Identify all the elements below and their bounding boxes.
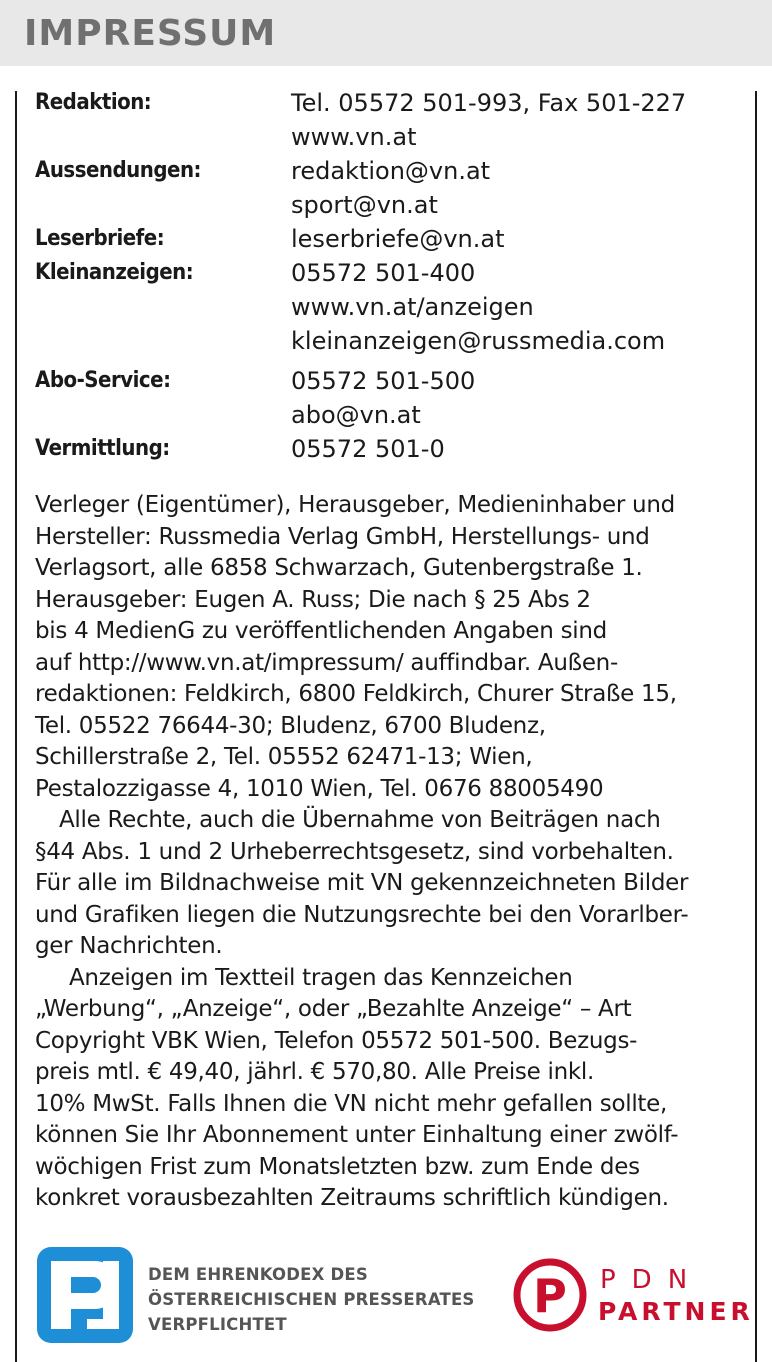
- contact-list: [35, 86, 745, 466]
- text-line: 10% MwSt. Falls Ihnen die VN nicht mehr gefallen sollte,: [35, 1090, 667, 1117]
- text-line: Hersteller: Russmedia Verlag GmbH, Herstellungs- und: [35, 523, 650, 550]
- text-line: Verlagsort, alle 6858 Schwarzach, Gutenbergstraße 1.: [35, 555, 643, 581]
- contact-email-link[interactable]: leserbriefe@vn.at: [291, 225, 505, 253]
- header-bar: [0, 0, 772, 66]
- contact-website-link[interactable]: www.vn.at: [291, 123, 417, 151]
- pdn-bottom-text: PARTNER: [598, 1297, 754, 1326]
- page-title: IMPRESSUM: [24, 13, 277, 54]
- text-line: können Sie Ihr Abonnement unter Einhaltung einer zwölf-: [35, 1122, 679, 1148]
- contact-email-link[interactable]: redaktion@vn.at: [291, 157, 491, 185]
- text-line: Pestalozzigasse 4, 1010 Wien, Tel. 0676 88005490: [35, 775, 604, 802]
- text-line: „Werbung“, „Anzeige“, oder „Bezahlte Anzeige“ – Art: [35, 996, 632, 1022]
- text-line: Alle Rechte, auch die Übernahme von Beiträgen nach: [59, 807, 661, 833]
- contact-row-aussendungen: [35, 154, 745, 222]
- contact-label: Abo-Service:: [35, 368, 171, 393]
- pdn-letter: P: [533, 1269, 567, 1323]
- presserat-line: ÖSTERREICHISCHEN PRESSERATES: [148, 1290, 475, 1309]
- contact-label: Leserbriefe:: [35, 226, 165, 251]
- text-line: redaktionen: Feldkirch, 6800 Feldkirch, Churer Straße 15,: [35, 681, 677, 707]
- contact-label: Kleinanzeigen:: [35, 260, 194, 285]
- contact-website-link[interactable]: www.vn.at/anzeigen: [291, 293, 534, 321]
- contact-row-abo-service: [35, 364, 745, 432]
- presserat-logo-icon: [37, 1247, 133, 1343]
- text-line: Copyright VBK Wien, Telefon 05572 501-500. Bezugs-: [35, 1027, 638, 1054]
- impressum-body-text: [35, 490, 747, 1215]
- presserat-line: DEM EHRENKODEX DES: [148, 1265, 368, 1284]
- contact-label: Vermittlung:: [35, 436, 170, 461]
- text-line: Schillerstraße 2, Tel. 05552 62471-13; Wien,: [35, 744, 533, 770]
- text-line: bis 4 MedienG zu veröffentlichenden Angaben sind: [35, 618, 607, 644]
- left-border-rule: [15, 91, 17, 1362]
- contact-row-redaktion: [35, 86, 745, 154]
- text-line: §44 Abs. 1 und 2 Urheberrechtsgesetz, sind vorbehalten.: [35, 838, 674, 865]
- contact-phone: Tel. 05572 501-993, Fax 501-227: [291, 89, 687, 117]
- contact-phone: 05572 501-0: [291, 435, 445, 463]
- contact-label: Aussendungen:: [35, 158, 201, 183]
- contact-label: Redaktion:: [35, 90, 152, 115]
- text-line: Tel. 05522 76644-30; Bludenz, 6700 Bludenz,: [35, 712, 546, 739]
- contact-phone: 05572 501-400: [291, 259, 476, 287]
- presserat-line: VERPFLICHTET: [148, 1315, 287, 1334]
- contact-email-link[interactable]: kleinanzeigen@russmedia.com: [291, 327, 666, 355]
- text-line: konkret vorausbezahlten Zeitraums schriftlich kündigen.: [35, 1185, 669, 1211]
- text-line: Anzeigen im Textteil tragen das Kennzeichen: [69, 964, 573, 991]
- contact-row-leserbriefe: [35, 222, 745, 256]
- contact-row-vermittlung: [35, 432, 745, 466]
- text-line: Verleger (Eigentümer), Herausgeber, Medieninhaber und: [35, 492, 675, 518]
- contact-email-link[interactable]: sport@vn.at: [291, 191, 438, 219]
- contact-row-kleinanzeigen: [35, 256, 745, 358]
- text-line: preis mtl. € 49,40, jährl. € 570,80. Alle Preise inkl.: [35, 1059, 594, 1085]
- pdn-top-text: PDN: [600, 1265, 704, 1295]
- contact-phone: 05572 501-500: [291, 367, 476, 395]
- text-line: und Grafiken liegen die Nutzungsrechte bei den Vorarlber-: [35, 901, 689, 928]
- text-line: auf http://www.vn.at/impressum/ auffindbar. Außen-: [35, 649, 618, 676]
- contact-email-link[interactable]: abo@vn.at: [291, 401, 421, 429]
- presserat-text: [148, 1262, 475, 1337]
- text-line: wöchigen Frist zum Monatsletzten bzw. zum Ende des: [35, 1153, 640, 1180]
- pdn-partner-logo-icon: [512, 1250, 754, 1340]
- right-border-rule: [755, 91, 757, 1362]
- text-line: Herausgeber: Eugen A. Russ; Die nach § 25 Abs 2: [35, 586, 591, 613]
- text-line: ger Nachrichten.: [35, 933, 223, 959]
- text-line: Für alle im Bildnachweise mit VN gekennzeichneten Bilder: [35, 870, 689, 896]
